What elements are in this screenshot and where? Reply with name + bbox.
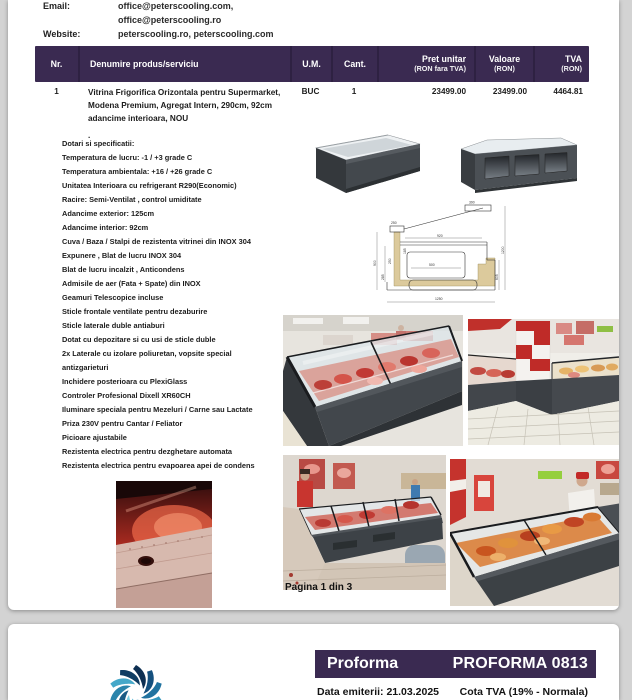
issue-date-value: 21.03.2025	[386, 686, 440, 698]
issue-date	[317, 686, 439, 698]
invoice-page	[8, 0, 619, 610]
store-photo-corner-display-image	[450, 459, 619, 606]
table-header	[35, 46, 589, 82]
spec-line: Blat de lucru incalzit , Anticondens	[62, 265, 185, 274]
dim-920: 920	[437, 234, 443, 238]
row-valoare: 23499.00	[492, 87, 527, 96]
col-header-nr-label: Nr.	[50, 59, 63, 69]
spec-line: Iluminare speciala pentru Mezeluri / Carne sau Lactate	[62, 405, 253, 414]
footer-page	[8, 624, 619, 700]
proforma-title-bar	[315, 650, 596, 678]
dim-390: 390	[469, 200, 475, 205]
dim-1200: 1200	[501, 246, 505, 254]
dim-900: 900	[373, 260, 377, 266]
spec-line: Geamuri Telescopice incluse	[62, 293, 164, 302]
page-indicator: Pagina 1 din 3	[285, 582, 353, 593]
col-header-tva	[533, 46, 589, 82]
email-label: Email:	[43, 1, 71, 11]
spec-line: Inchidere posterioara cu PlexiGlass	[62, 377, 188, 386]
row-tva: 4464.81	[553, 87, 583, 96]
store-photo-meat-counter-image	[283, 315, 463, 446]
spec-line: Temperatura de lucru: -1 / +3 grade C	[62, 153, 193, 162]
product-title-text: Vitrina Frigorifica Orizontala pentru Supermarket, Modena Premium, Agregat Intern, 290cm, 92cm adancime interioara, NOU	[88, 88, 281, 124]
spec-line: Sticle laterale duble antiaburi	[62, 321, 165, 330]
dim-250-top: 250	[391, 221, 397, 225]
col-header-cant-label: Cant.	[344, 59, 366, 69]
spec-line: Rezistenta electrica pentru dezghetare automata	[62, 447, 233, 456]
product-title-suffix: .	[88, 130, 91, 140]
col-header-tva-line2: (RON)	[561, 64, 582, 73]
dim-1250: 1250	[435, 297, 443, 301]
spec-line: Admisile de aer (Fata + Spate) din INOX	[62, 279, 201, 288]
row-pret: 23499.00	[431, 87, 466, 96]
spec-line: Expunere , Blat de lucru INOX 304	[62, 251, 182, 260]
dim-250-left: 250	[388, 258, 392, 264]
col-header-um	[290, 46, 331, 82]
store-photo-counter-row-image	[283, 455, 446, 590]
email-value-line2: office@peterscooling.ro	[118, 15, 222, 25]
email-value-line1: office@peterscooling.com,	[118, 1, 234, 11]
spec-line: Picioare ajustabile	[62, 433, 127, 442]
spec-line: Priza 230V pentru Cantar / Feliator	[62, 419, 183, 428]
spec-line: antizgarieturi	[62, 363, 109, 372]
vat-rate: Cota TVA (19% - Normala)	[459, 686, 588, 698]
website-value: peterscooling.ro, peterscooling.com	[118, 29, 274, 39]
col-header-denumire	[78, 46, 290, 82]
spec-line: Dotat cu depozitare si cu usi de sticle duble	[62, 335, 216, 344]
row-product-title	[88, 86, 288, 142]
row-cant: 1	[351, 87, 357, 96]
col-header-nr	[35, 46, 78, 82]
col-header-valoare	[474, 46, 533, 82]
store-photo-corner-counter-image	[468, 319, 619, 445]
col-header-tva-line1: TVA	[565, 54, 582, 64]
col-header-denumire-label: Denumire produs/serviciu	[90, 59, 199, 69]
product-render-front-image	[306, 131, 428, 201]
row-um: BUC	[301, 87, 320, 96]
row-nr: 1	[54, 87, 59, 96]
dim-605: 605	[495, 274, 499, 280]
spec-list	[62, 137, 255, 473]
spec-line: Adancime interior: 92cm	[62, 223, 149, 232]
spec-line: Controler Profesional Dixell XR60CH	[62, 391, 191, 400]
doc-number: PROFORMA 0813	[452, 655, 588, 672]
spec-line: Sticle frontale ventilate pentru dezaburire	[62, 307, 208, 316]
dim-500: 500	[429, 263, 435, 267]
col-header-pret-line1: Pret unitar	[422, 54, 466, 64]
spec-line: Rezistenta electrica pentru evapoarea apei de condens	[62, 461, 255, 470]
col-header-pret-line2: (RON fara TVA)	[414, 64, 466, 73]
col-header-valoare-line2: (RON)	[494, 64, 515, 73]
col-header-cant	[331, 46, 377, 82]
col-header-valoare-line1: Valoare	[488, 54, 521, 64]
spec-line: Cuva / Baza / Stalpi de rezistenta vitrinei din INOX 304	[62, 237, 251, 246]
col-header-um-label: U.M.	[302, 59, 321, 69]
dim-185: 185	[403, 248, 407, 254]
display-interior-closeup-image	[116, 481, 212, 608]
issue-date-label: Data emiterii:	[317, 686, 384, 698]
col-header-pret	[377, 46, 474, 82]
company-logo-pinwheel-icon	[104, 660, 168, 700]
spec-line: Temperatura ambientala: +16 / +26 grade C	[62, 167, 213, 176]
technical-drawing-image	[365, 198, 517, 315]
spec-line: 2x Laterale cu izolare poliuretan, vopsite special	[62, 349, 232, 358]
spec-line: Unitatea Interioara cu refrigerant R290(Economic)	[62, 181, 237, 190]
product-render-back-image	[455, 136, 581, 198]
doc-type-label: Proforma	[327, 655, 399, 672]
spec-line: Dotari si specificatii:	[62, 139, 135, 148]
spec-line: Racire: Semi-Ventilat , control umiditate	[62, 195, 202, 204]
spec-line: Adancime exterior: 125cm	[62, 209, 155, 218]
dim-285: 285	[381, 274, 385, 280]
website-label: Website:	[43, 29, 81, 39]
